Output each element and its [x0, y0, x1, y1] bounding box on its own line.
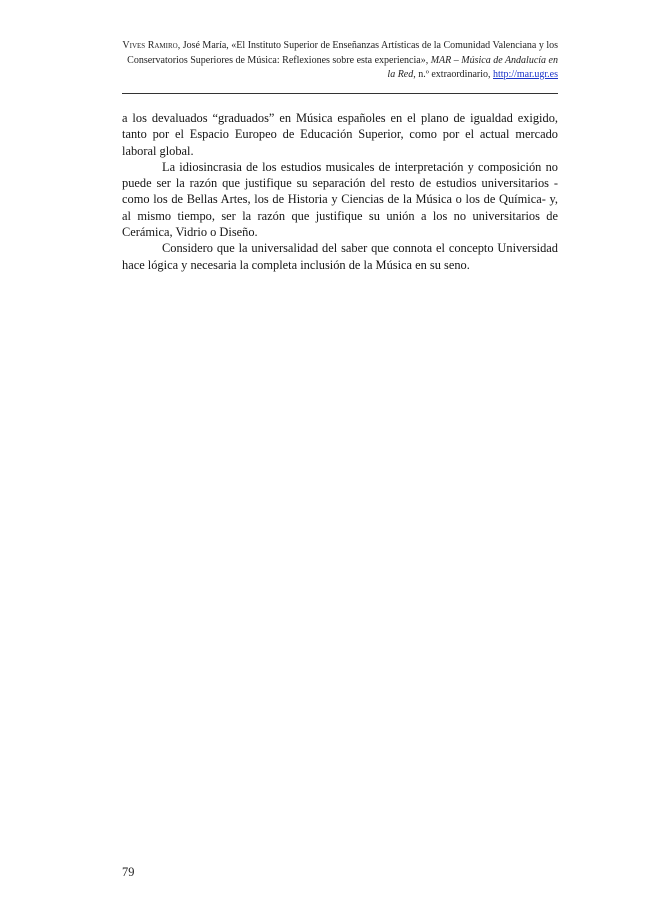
header-url-link[interactable]: http://mar.ugr.es: [493, 69, 558, 80]
page-number: 79: [122, 865, 135, 879]
header-citation: , José María, «El Instituto Superior de Enseñanzas Artísticas de la Comunidad Valenciana y los Conservatorios Superiores de Música: Reflexiones sobre esta experiencia»,: [127, 40, 558, 66]
header-issue: , n.º extraordinario,: [413, 69, 493, 80]
paragraph: La idiosincrasia de los estudios musicales de interpretación y composición no puede ser la razón que justifique su separación del resto de estudios universitarios -como los de Bellas Artes, los de Historia y Ciencias de la Música o los de Química- y, al mismo tiempo, ser la razón que justifique su unión a los no universitarios de Cerámica, Vidrio o Diseño.: [122, 159, 558, 240]
header-divider: [122, 93, 558, 94]
paragraph-continuation: a los devaluados “graduados” en Música españoles en el plano de igualdad exigido, tanto por el Espacio Europeo de Educación Superior, como por el actual mercado laboral global.: [122, 111, 558, 158]
header-journal: MAR – Música de Andalucía en la Red: [387, 54, 558, 80]
header-author: Vives Ramiro: [122, 40, 178, 51]
body-text: [122, 110, 558, 273]
running-header: [122, 39, 558, 83]
paragraph: Considero que la universalidad del saber que connota el concepto Universidad hace lógica y necesaria la completa inclusión de la Música en su seno.: [122, 241, 558, 272]
